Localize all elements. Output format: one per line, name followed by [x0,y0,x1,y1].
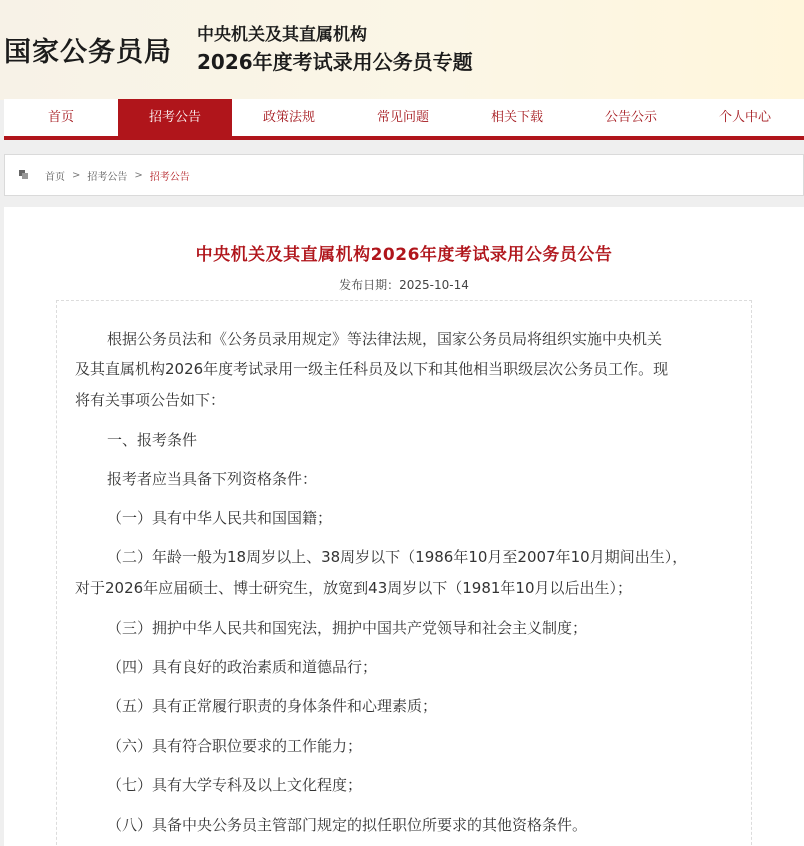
list-item: （八）具备中央公务员主管部门规定的拟任职位所要求的其他资格条件。 [107,816,588,834]
breadcrumb [4,154,804,196]
nav-item-home[interactable]: 首页 [47,110,74,125]
nav-item-faq[interactable]: 常见问题 [376,110,429,125]
paragraph-line: 报考者应当具备下列资格条件： [107,470,318,488]
breadcrumb-current[interactable]: 招考公告 [149,171,190,183]
article-panel [4,207,804,846]
nav-item-announcements[interactable]: 招考公告 [118,99,232,136]
paragraph-line: 将有关事项公告如下： [75,391,226,409]
header-subtitle-organization: 中央机关及其直属机构 [197,25,367,45]
nav-item-policies[interactable]: 政策法规 [262,110,315,125]
nav-item-public-notices[interactable]: 公告公示 [604,110,657,125]
site-logo-text[interactable]: 国家公务员局 [4,37,172,68]
header-subtitle-topic: 2026年度考试录用公务员专题 [197,50,473,74]
list-item: （一）具有中华人民共和国国籍； [107,509,333,527]
breadcrumb-announcements-link[interactable]: 招考公告 [87,171,128,183]
breadcrumb-separator: > [72,169,81,181]
breadcrumb-separator: > [134,169,143,181]
list-item: （二）年龄一般为18周岁以上、38周岁以下（1986年10月至2007年10月期间出生）， [107,548,688,566]
nav-item-downloads[interactable]: 相关下载 [490,110,543,125]
list-item: （五）具有正常履行职责的身体条件和心理素质； [107,697,438,715]
article-content [56,300,752,846]
paragraph-line: 及其直属机构2026年度考试录用一级主任科员及以下和其他相当职级层次公务员工作。现 [75,360,669,378]
main-nav [4,99,804,140]
list-item-continuation: 对于2026年应届硕士、博士研究生，放宽到43周岁以下（1981年10月以后出生）； [75,579,633,597]
breadcrumb-home-link[interactable]: 首页 [45,171,65,183]
section-heading: 一、报考条件 [107,431,198,449]
paragraph-line: 根据公务员法和《公务员录用规定》等法律法规，国家公务员局将组织实施中央机关 [107,330,663,348]
article-title: 中央机关及其直属机构2026年度考试录用公务员公告 [195,245,613,265]
list-item: （三）拥护中华人民共和国宪法，拥护中国共产党领导和社会主义制度； [107,619,588,637]
nav-item-personal-center[interactable]: 个人中心 [718,110,771,125]
header-banner [0,0,804,100]
list-item: （四）具有良好的政治素质和道德品行； [107,658,378,676]
location-icon [19,170,29,180]
list-item: （六）具有符合职位要求的工作能力； [107,737,363,755]
article-date: 发布日期：2025-10-14 [339,278,469,292]
list-item: （七）具有大学专科及以上文化程度； [107,776,363,794]
